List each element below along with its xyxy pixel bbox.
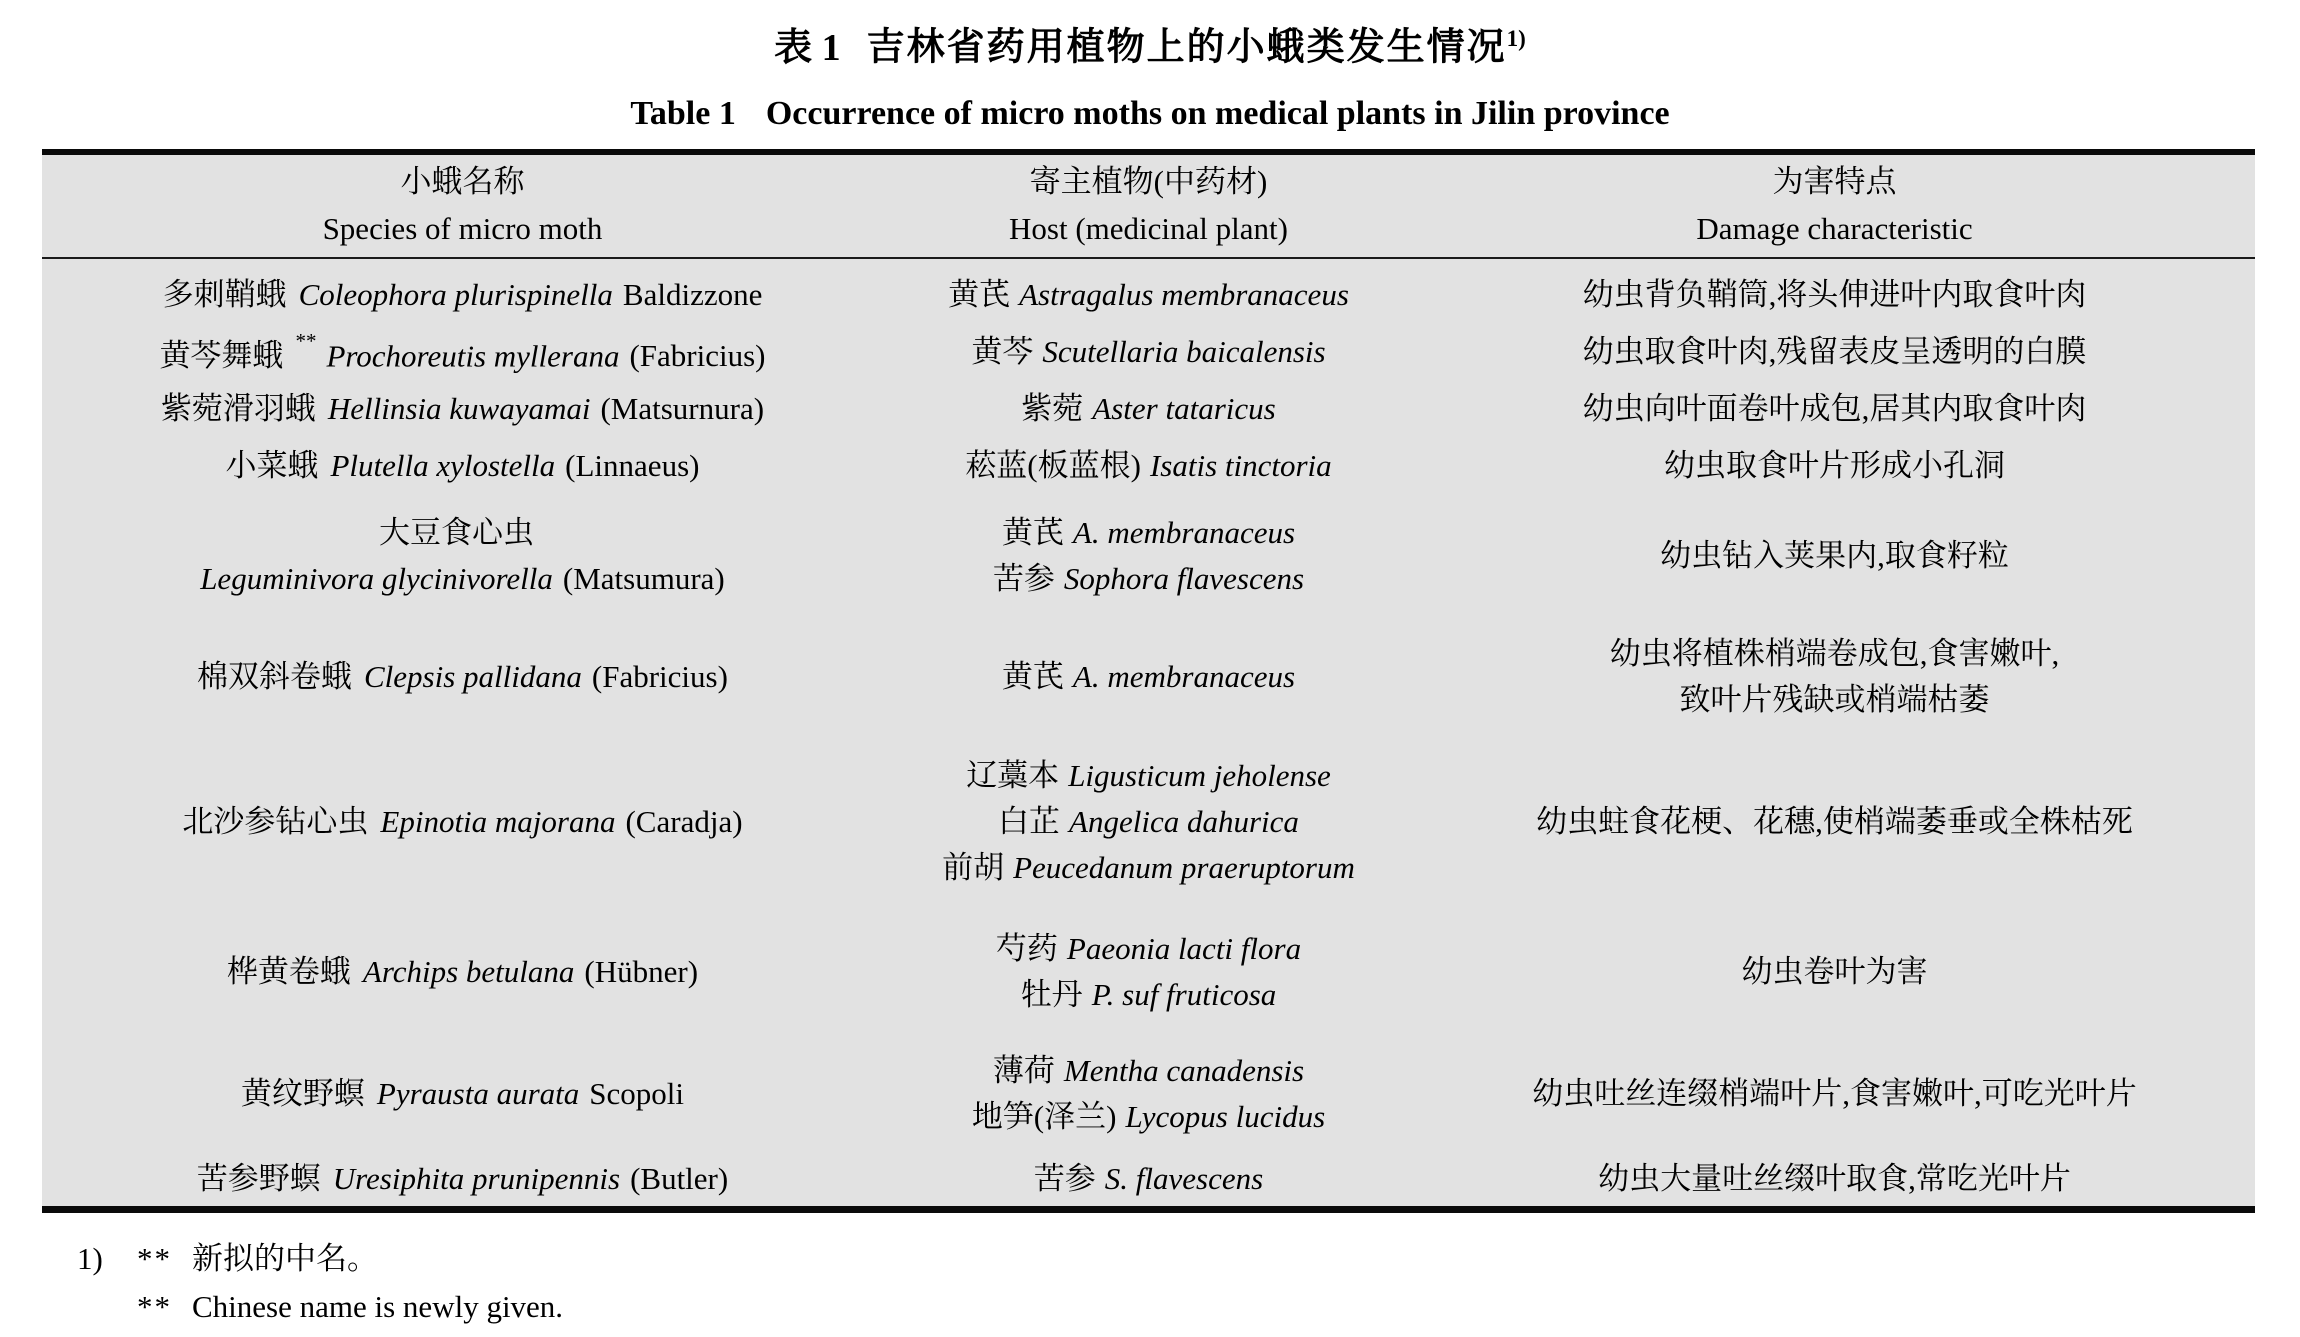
footnote-line-en [77, 1283, 2300, 1331]
host-name-latin: Angelica dahurica [1069, 803, 1299, 839]
header-col-host [883, 155, 1414, 257]
species-name-cn: 北沙参钻心虫 [182, 803, 369, 839]
species-cell [42, 381, 883, 438]
table-number-en: Table 1 [630, 94, 736, 132]
host-name-latin: Aster tataricus [1092, 391, 1276, 427]
table-title-cn [0, 0, 2300, 73]
species-cell [42, 1037, 883, 1152]
host-name-cn: 芍药 [995, 930, 1058, 966]
species-author: (Fabricius) [629, 338, 766, 374]
host-cell [883, 737, 1414, 907]
damage-cell [1414, 438, 2255, 495]
host-line [993, 1048, 1304, 1094]
table-row [42, 907, 2255, 1037]
species-name-cn: 黄纹野螟 [240, 1076, 365, 1112]
host-name-latin: Isatis tinctoria [1149, 448, 1332, 484]
host-cell [883, 1152, 1414, 1206]
species-line [225, 443, 699, 489]
host-line [948, 272, 1349, 318]
header-damage-cn: 为害特点 [1772, 163, 1897, 199]
host-line [996, 926, 1301, 972]
table-row [42, 1152, 2255, 1206]
damage-text: 幼虫卷叶为害 [1741, 953, 1928, 989]
species-cell [42, 907, 883, 1037]
host-line [1021, 386, 1275, 432]
footnote [77, 1235, 2300, 1331]
table-row [42, 438, 2255, 495]
species-name-latin: Clepsis pallidana [364, 658, 582, 694]
species-author: (Linnaeus) [565, 448, 700, 484]
host-line [971, 329, 1325, 375]
host-cell [883, 438, 1414, 495]
host-name-latin: P. suf fruticosa [1091, 976, 1277, 1012]
footnote-marker: 1) [77, 1240, 103, 1276]
host-line [1021, 972, 1277, 1018]
host-name-latin: A. membranaceus [1072, 658, 1296, 694]
damage-text: 幼虫吐丝连缀梢端叶片,食害嫩叶,可吃光叶片 [1532, 1076, 2137, 1112]
table-body [42, 259, 2255, 1206]
host-cell [883, 495, 1414, 617]
species-cell [42, 438, 883, 495]
footnote-stars-en: ** [137, 1288, 172, 1324]
species-cell [42, 737, 883, 907]
table-title-en-text: Occurrence of micro moths on medical plants in Jilin province [765, 94, 1670, 132]
species-author: Baldizzone [622, 277, 763, 313]
host-name-cn: 辽藁本 [966, 757, 1060, 793]
host-name-cn: 苦参 [992, 560, 1055, 596]
host-name-latin: A. membranaceus [1072, 514, 1296, 550]
damage-cell [1414, 907, 2255, 1037]
host-line [965, 443, 1331, 489]
host-name-latin: Sophora flavescens [1063, 560, 1305, 596]
damage-text: 幼虫将植株梢端卷成包,食害嫩叶, [1609, 635, 2060, 671]
species-name-cn: 桦黄卷蛾 [226, 953, 351, 989]
species-name-cn: 黄芩舞蛾 [159, 338, 284, 374]
species-name-latin: Uresiphita prunipennis [332, 1160, 621, 1196]
species-name-latin: Prochoreutis myllerana [326, 338, 620, 374]
damage-text: 幼虫取食叶肉,残留表皮呈透明的白膜 [1582, 334, 2087, 370]
host-name-latin: Ligusticum jeholense [1068, 757, 1331, 793]
damage-text: 幼虫向叶面卷叶成包,居其内取食叶肉 [1582, 391, 2087, 427]
damage-text: 幼虫蛀食花梗、花穗,使梢端萎垂或全株枯死 [1536, 803, 2133, 839]
damage-cell [1414, 495, 2255, 617]
table-row [42, 495, 2255, 617]
damage-cell [1414, 737, 2255, 907]
host-line [998, 799, 1299, 845]
host-line [966, 753, 1331, 799]
species-line [161, 386, 764, 432]
header-host-en: Host (medicinal plant) [1009, 211, 1288, 247]
species-author: (Hübner) [584, 953, 699, 989]
table-title-cn-text: 吉林省药用植物上的小蛾类发生情况 [866, 26, 1507, 69]
species-line [197, 1156, 728, 1202]
host-cell [883, 907, 1414, 1037]
damage-cell [1414, 324, 2255, 381]
species-line [200, 556, 725, 602]
damage-text: 幼虫大量吐丝缀叶取食,常吃光叶片 [1598, 1160, 2071, 1196]
species-name-latin: Hellinsia kuwayamai [327, 391, 591, 427]
species-author: (Matsumura) [562, 560, 725, 596]
host-cell [883, 324, 1414, 381]
host-name-latin: Mentha canadensis [1063, 1053, 1305, 1089]
host-name-cn: 前胡 [942, 849, 1005, 885]
host-name-cn: 黄芪 [1001, 514, 1064, 550]
damage-cell [1414, 617, 2255, 737]
table-row [42, 1037, 2255, 1152]
species-cell [42, 1152, 883, 1206]
damage-text: 幼虫取食叶片形成小孔洞 [1664, 448, 2006, 484]
table-header [42, 155, 2255, 259]
host-line [942, 845, 1355, 891]
host-name-cn: 苦参 [1033, 1160, 1096, 1196]
table-number-cn: 表 1 [774, 26, 841, 69]
table-row [42, 617, 2255, 737]
host-name-latin: Paeonia lacti flora [1066, 930, 1302, 966]
damage-cell [1414, 267, 2255, 324]
host-name-cn: 薄荷 [992, 1053, 1055, 1089]
damage-cell [1414, 381, 2255, 438]
host-name-latin: Lycopus lucidus [1125, 1099, 1326, 1135]
species-line [197, 654, 728, 700]
species-line [182, 799, 742, 845]
damage-cell [1414, 1152, 2255, 1206]
species-name-cn: 小菜蛾 [225, 448, 319, 484]
table-row [42, 737, 2255, 907]
species-line [159, 325, 765, 379]
host-line [972, 1094, 1325, 1140]
species-author: Scopoli [589, 1076, 685, 1112]
damage-text: 幼虫背负鞘筒,将头伸进叶内取食叶肉 [1582, 277, 2087, 313]
table-title-footnote-ref: 1) [1506, 26, 1526, 51]
footnote-line-cn [77, 1235, 2300, 1283]
damage-cell [1414, 1037, 2255, 1152]
new-name-marker: ** [295, 328, 317, 353]
species-line [163, 272, 763, 318]
host-name-latin: Peucedanum praeruptorum [1013, 849, 1355, 885]
host-name-cn: 菘蓝(板蓝根) [965, 448, 1141, 484]
host-line [1034, 1156, 1263, 1202]
species-name-cn: 多刺鞘蛾 [162, 277, 287, 313]
header-host-cn: 寄主植物(中药材) [1029, 163, 1268, 199]
host-name-cn: 紫菀 [1021, 391, 1084, 427]
host-name-latin: Astragalus membranaceus [1019, 277, 1349, 313]
species-cell [42, 324, 883, 381]
host-cell [883, 267, 1414, 324]
host-name-cn: 黄芪 [948, 277, 1011, 313]
host-name-latin: S. flavescens [1104, 1160, 1264, 1196]
table-row [42, 381, 2255, 438]
table-row [42, 267, 2255, 324]
species-author: (Caradja) [625, 803, 743, 839]
damage-text: 幼虫钻入荚果内,取食籽粒 [1660, 537, 2009, 573]
host-cell [883, 617, 1414, 737]
host-name-latin: Scutellaria baicalensis [1042, 334, 1326, 370]
species-line [241, 1071, 684, 1117]
host-cell [883, 381, 1414, 438]
host-line [1002, 510, 1295, 556]
species-name-latin: Archips betulana [362, 953, 575, 989]
species-cell [42, 267, 883, 324]
species-name-cn: 棉双斜卷蛾 [197, 658, 352, 694]
host-name-cn: 黄芪 [1001, 658, 1064, 694]
species-line [379, 510, 546, 556]
table-row [42, 324, 2255, 381]
species-cell [42, 495, 883, 617]
footnote-text-en: Chinese name is newly given. [192, 1288, 564, 1324]
footnote-stars-cn: ** [137, 1240, 172, 1276]
header-col-species [42, 155, 883, 257]
host-name-cn: 白芷 [998, 803, 1061, 839]
species-name-latin: Coleophora plurispinella [298, 277, 613, 313]
data-table [42, 149, 2255, 1213]
species-name-latin: Pyrausta aurata [376, 1076, 580, 1112]
species-line [227, 949, 698, 995]
species-name-latin: Epinotia majorana [380, 803, 616, 839]
damage-text: 致叶片残缺或梢端枯萎 [1679, 681, 1990, 717]
host-name-cn: 黄芩 [971, 334, 1034, 370]
host-cell [883, 1037, 1414, 1152]
header-species-cn: 小蛾名称 [400, 163, 525, 199]
header-species-en: Species of micro moth [322, 211, 603, 247]
header-damage-en: Damage characteristic [1696, 211, 1973, 247]
species-name-latin: Leguminivora glycinivorella [200, 560, 553, 596]
footnote-text-cn: 新拟的中名。 [192, 1240, 378, 1276]
species-author: (Fabricius) [591, 658, 728, 694]
species-author: (Butler) [630, 1160, 729, 1196]
header-col-damage [1414, 155, 2255, 257]
species-author: (Matsurnura) [600, 391, 765, 427]
species-cell [42, 617, 883, 737]
species-name-latin: Plutella xylostella [330, 448, 556, 484]
host-name-cn: 地笋(泽兰) [971, 1099, 1117, 1135]
species-name-cn: 紫菀滑羽蛾 [160, 391, 316, 427]
table-title-en [0, 91, 2300, 137]
host-line [1002, 654, 1295, 700]
host-line [993, 556, 1304, 602]
species-name-cn: 大豆食心虫 [378, 514, 534, 550]
host-name-cn: 牡丹 [1020, 976, 1083, 1012]
species-name-cn: 苦参野螟 [196, 1160, 321, 1196]
